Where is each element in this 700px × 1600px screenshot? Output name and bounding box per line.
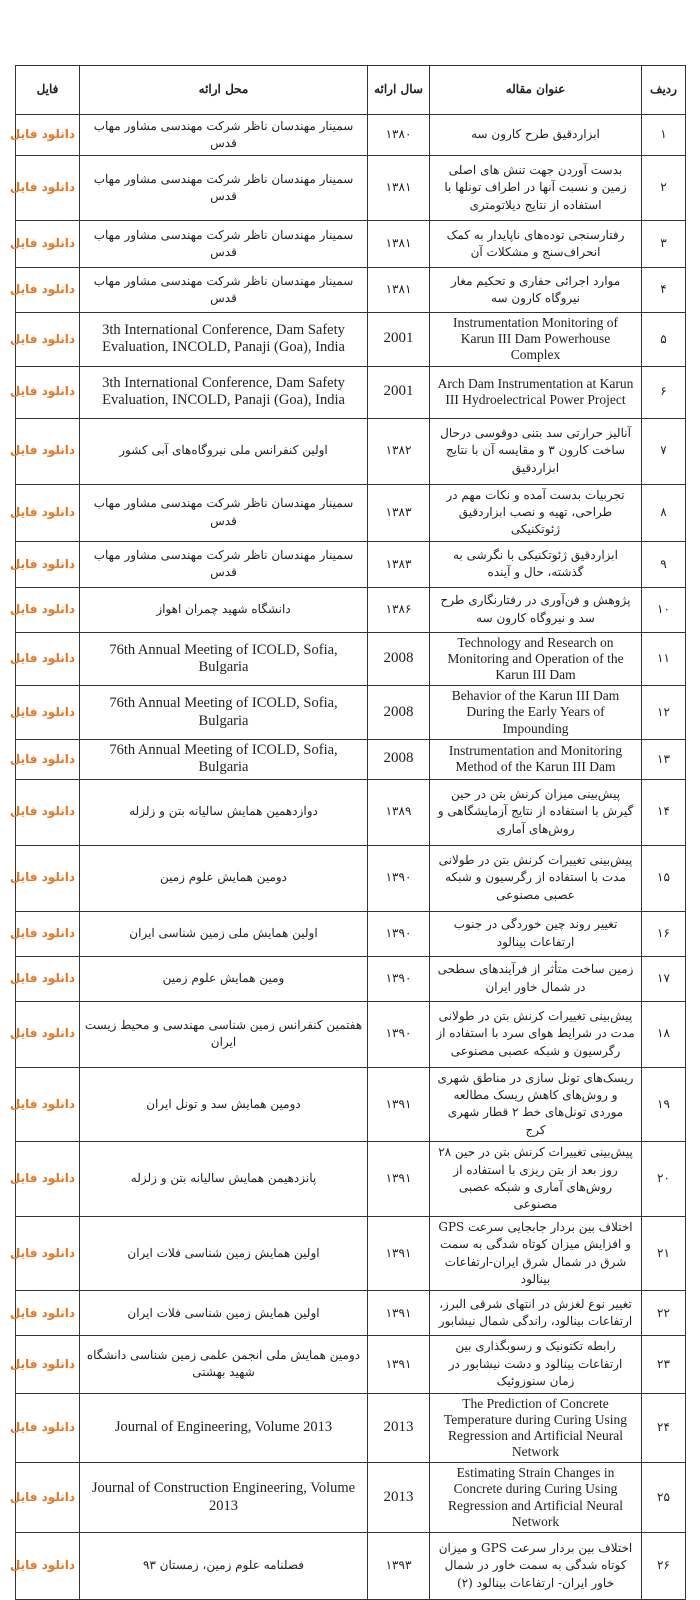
row-number: ۹: [642, 541, 686, 587]
file-cell: [9, 115, 80, 156]
paper-year: ۱۳۸۶: [368, 587, 430, 632]
paper-year: ۱۳۸۳: [368, 541, 430, 587]
table-row: [16, 587, 686, 632]
row-number: ۲۲: [642, 1291, 686, 1336]
paper-venue: 76th Annual Meeting of ICOLD, Sofia, Bulgaria: [80, 739, 368, 779]
download-file-link[interactable]: دانلود فایل: [9, 1489, 75, 1504]
row-number: ۱۵: [642, 845, 686, 911]
paper-venue: 3th International Conference, Dam Safety Evaluation, INCOLD, Panaji (Goa), India: [80, 366, 368, 418]
paper-title: رابطه تکتونیک و رسوبگذاری بین ارتفاعات بینالود و دشت نیشابور در زمان سنوزوئیک: [430, 1336, 642, 1393]
paper-title: تغییر روند چین خوردگی در جنوب ارتفاعات بینالود: [430, 911, 642, 956]
table-row: [16, 156, 686, 221]
table-row: [16, 739, 686, 779]
paper-venue: اولین همایش زمین شناسی فلات ایران: [80, 1216, 368, 1291]
row-number: ۱: [642, 115, 686, 156]
paper-venue: سمینار مهندسان ناظر شرکت مهندسی مشاور مهاب قدس: [80, 221, 368, 268]
paper-venue: Journal of Construction Engineering, Volume 2013: [80, 1463, 368, 1533]
paper-title: ریسک‌های تونل سازی در مناطق شهری و روش‌های کاهش ریسک مطالعه موردی تونل‌های خط ۲ قطار شهری کرج: [430, 1067, 642, 1142]
paper-venue: سمینار مهندسان ناظر شرکت مهندسی مشاور مهاب قدس: [80, 156, 368, 221]
papers-table-container: [9, 65, 685, 1600]
table-row: [16, 1142, 686, 1217]
paper-year: ۱۳۹۰: [368, 1001, 430, 1067]
file-cell: [9, 1533, 80, 1600]
paper-title: Estimating Strain Changes in Concrete during Curing Using Regression and Artificial Neural Network: [430, 1463, 642, 1533]
paper-venue: پانزدهیمن همایش سالیانه بتن و زلزله: [80, 1142, 368, 1217]
paper-title: اختلاف بین بردار جابجایی سرعت GPS و افزایش میزان کوتاه شدگی به سمت شرق در شمال شرق ایران-ارتفاعات بینالود: [430, 1216, 642, 1291]
paper-year: ۱۳۸۱: [368, 221, 430, 268]
table-row: [16, 632, 686, 686]
row-number: ۱۱: [642, 632, 686, 686]
file-cell: [9, 418, 80, 484]
download-file-link[interactable]: دانلود فایل: [9, 443, 75, 458]
table-body: [9, 115, 686, 1600]
paper-year: 2008: [368, 632, 430, 686]
table-row: [16, 911, 686, 956]
download-file-link[interactable]: دانلود فایل: [9, 180, 75, 195]
table-row: [16, 484, 686, 541]
header-file: فایل: [16, 66, 80, 115]
download-file-link[interactable]: دانلود فایل: [9, 804, 75, 819]
table-row: [16, 1067, 686, 1142]
paper-year: ۱۳۹۱: [368, 1142, 430, 1217]
paper-venue: اولین همایش زمین شناسی فلات ایران: [80, 1291, 368, 1336]
paper-year: ۱۳۸۲: [368, 418, 430, 484]
paper-title: موارد اجرائی حفاری و تحکیم مغار نیروگاه کارون سه: [430, 268, 642, 313]
table-row: [16, 115, 686, 156]
row-number: ۷: [642, 418, 686, 484]
download-file-link[interactable]: دانلود فایل: [9, 602, 75, 617]
file-cell: [9, 1463, 80, 1533]
paper-year: ۱۳۹۱: [368, 1216, 430, 1291]
file-cell: [9, 484, 80, 541]
download-file-link[interactable]: دانلود فایل: [9, 704, 75, 719]
paper-year: ۱۳۸۹: [368, 779, 430, 845]
row-number: ۶: [642, 366, 686, 418]
row-number: ۱۰: [642, 587, 686, 632]
paper-title: ابزاردقیق ژئوتکنیکی با نگرشی به گذشته، حال و آینده: [430, 541, 642, 587]
paper-title: تجربیات بدست آمده و نکات مهم در طراحی، تهیه و نصب ابزاردقیق ژئوتکنیکی: [430, 484, 642, 541]
paper-title: آنالیز حرارتی سد بتنی دوقوسی درحال ساخت کارون ۳ و مقایسه آن با نتایج ابزاردقیق: [430, 418, 642, 484]
row-number: ۱۴: [642, 779, 686, 845]
file-cell: [9, 1216, 80, 1291]
file-cell: [9, 366, 80, 418]
table-row: [16, 541, 686, 587]
paper-year: 2008: [368, 739, 430, 779]
header-row-no: ردیف: [642, 66, 686, 115]
table-row: [16, 366, 686, 418]
row-number: ۲۱: [642, 1216, 686, 1291]
download-file-link[interactable]: دانلود فایل: [9, 236, 75, 251]
file-cell: [9, 1067, 80, 1142]
paper-title: Arch Dam Instrumentation at Karun III Hydroelectrical Power Project: [430, 366, 642, 418]
download-file-link[interactable]: دانلود فایل: [9, 1096, 75, 1111]
table-row: [16, 1001, 686, 1067]
file-cell: [9, 1336, 80, 1393]
paper-title: Instrumentation and Monitoring Method of the Karun III Dam: [430, 739, 642, 779]
paper-year: ۱۳۹۱: [368, 1336, 430, 1393]
file-cell: [9, 1393, 80, 1463]
file-cell: [9, 956, 80, 1001]
table-row: [16, 1336, 686, 1393]
row-number: ۱۶: [642, 911, 686, 956]
file-cell: [9, 779, 80, 845]
table-row: [16, 418, 686, 484]
download-file-link[interactable]: دانلود فایل: [9, 651, 75, 666]
file-cell: [9, 686, 80, 740]
paper-year: ۱۳۹۳: [368, 1533, 430, 1600]
table-row: [16, 268, 686, 313]
row-number: ۳: [642, 221, 686, 268]
header-venue: محل ارائه: [80, 66, 368, 115]
header-year: سال ارائه: [368, 66, 430, 115]
table-row: [16, 313, 686, 367]
paper-title: زمین ساخت متأثر از فرآیندهای سطحی در شمال خاور ایران: [430, 956, 642, 1001]
table-row: [16, 779, 686, 845]
download-file-link[interactable]: دانلود فایل: [9, 1420, 75, 1435]
row-number: ۲۳: [642, 1336, 686, 1393]
paper-title: تغییر نوع لغزش در انتهای شرقی البرز، ارتفاعات بینالود، راندگی شمال نیشابور: [430, 1291, 642, 1336]
paper-title: پیش‌بینی میزان کرنش بتن در حین گیرش با استفاده از نتایج آزمایشگاهی و روش‌های آماری: [430, 779, 642, 845]
download-file-link[interactable]: دانلود فایل: [9, 1026, 75, 1041]
file-cell: [9, 156, 80, 221]
download-file-link[interactable]: دانلود فایل: [9, 1171, 75, 1186]
paper-year: ۱۳۹۰: [368, 911, 430, 956]
paper-venue: فصلنامه علوم زمین، زمستان ۹۳: [80, 1533, 368, 1600]
file-cell: [9, 221, 80, 268]
paper-venue: دومین همایش ملی انجمن علمی زمین شناسی دانشگاه شهید بهشتی: [80, 1336, 368, 1393]
download-file-link[interactable]: دانلود فایل: [9, 1305, 75, 1320]
paper-year: 2013: [368, 1463, 430, 1533]
file-cell: [9, 739, 80, 779]
paper-year: 2001: [368, 313, 430, 367]
download-file-link[interactable]: دانلود فایل: [9, 556, 75, 571]
download-file-link[interactable]: دانلود فایل: [9, 970, 75, 985]
table-header-row: [16, 66, 686, 115]
row-number: ۲۵: [642, 1463, 686, 1533]
table-row: [16, 1393, 686, 1463]
paper-venue: سمینار مهندسان ناظر شرکت مهندسی مشاور مهاب قدس: [80, 268, 368, 313]
table-row: [16, 1291, 686, 1336]
download-file-link[interactable]: دانلود فایل: [9, 751, 75, 766]
paper-venue: اولین کنفرانس ملی نیروگاه‌های آبی کشور: [80, 418, 368, 484]
row-number: ۵: [642, 313, 686, 367]
paper-venue: سمینار مهندسان ناظر شرکت مهندسی مشاور مهاب قدس: [80, 541, 368, 587]
papers-table: [9, 65, 686, 1600]
row-number: ۴: [642, 268, 686, 313]
download-file-link[interactable]: دانلود فایل: [9, 127, 75, 142]
paper-year: ۱۳۸۰: [368, 115, 430, 156]
paper-venue: اولین همایش ملی زمین شناسی ایران: [80, 911, 368, 956]
paper-venue: 76th Annual Meeting of ICOLD, Sofia, Bulgaria: [80, 686, 368, 740]
paper-venue: دومین همایش علوم زمین: [80, 845, 368, 911]
paper-year: ۱۳۸۳: [368, 484, 430, 541]
paper-title: پژوهش و فن‌آوری در رفتارنگاری طرح سد و نیروگاه کارون سه: [430, 587, 642, 632]
row-number: ۱۷: [642, 956, 686, 1001]
paper-title: پیش‌بینی تغییرات کرنش بتن در طولانی مدت با استفاده از رگرسیون و شبکه عصبی مصنوعی: [430, 845, 642, 911]
file-cell: [9, 1001, 80, 1067]
table-row: [16, 221, 686, 268]
paper-venue: دانشگاه شهید چمران اهواز: [80, 587, 368, 632]
row-number: ۲: [642, 156, 686, 221]
paper-year: ۱۳۸۱: [368, 156, 430, 221]
file-cell: [9, 1142, 80, 1217]
paper-year: 2013: [368, 1393, 430, 1463]
paper-year: ۱۳۸۱: [368, 268, 430, 313]
paper-title: Behavior of the Karun III Dam During the Early Years of Impounding: [430, 686, 642, 740]
download-file-link[interactable]: دانلود فایل: [9, 1356, 75, 1371]
paper-venue: 76th Annual Meeting of ICOLD, Sofia, Bulgaria: [80, 632, 368, 686]
table-row: [16, 845, 686, 911]
file-cell: [9, 541, 80, 587]
paper-title: The Prediction of Concrete Temperature during Curing Using Regression and Artificial Neural Network: [430, 1393, 642, 1463]
file-cell: [9, 1291, 80, 1336]
file-cell: [9, 632, 80, 686]
paper-venue: Journal of Engineering, Volume 2013: [80, 1393, 368, 1463]
paper-venue: سمینار مهندسان ناظر شرکت مهندسی مشاور مهاب قدس: [80, 484, 368, 541]
download-file-link[interactable]: دانلود فایل: [9, 1245, 75, 1260]
paper-venue: 3th International Conference, Dam Safety Evaluation, INCOLD, Panaji (Goa), India: [80, 313, 368, 367]
row-number: ۱۸: [642, 1001, 686, 1067]
file-cell: [9, 313, 80, 367]
paper-title: رفتارسنجی توده‌های ناپایدار به کمک انحراف‌سنج و مشکلات آن: [430, 221, 642, 268]
row-number: ۱۳: [642, 739, 686, 779]
download-file-link[interactable]: دانلود فایل: [9, 331, 75, 346]
download-file-link[interactable]: دانلود فایل: [9, 504, 75, 519]
paper-year: ۱۳۹۱: [368, 1067, 430, 1142]
paper-year: 2008: [368, 686, 430, 740]
row-number: ۲۶: [642, 1533, 686, 1600]
file-cell: [9, 911, 80, 956]
paper-venue: دوازدهمین همایش سالیانه بتن و زلزله: [80, 779, 368, 845]
file-cell: [9, 845, 80, 911]
paper-title: اختلاف بین بردار سرعت GPS و میزان کوتاه شدگی به سمت خاور در شمال خاور ایران- ارتفاعات بینالود (۲): [430, 1533, 642, 1600]
paper-venue: دومین همایش سد و تونل ایران: [80, 1067, 368, 1142]
file-cell: [9, 587, 80, 632]
table-row: [16, 956, 686, 1001]
download-file-link[interactable]: دانلود فایل: [9, 870, 75, 885]
table-row: [16, 1216, 686, 1291]
download-file-link[interactable]: دانلود فایل: [9, 384, 75, 399]
paper-title: ابزاردقیق طرح کارون سه: [430, 115, 642, 156]
row-number: ۱۹: [642, 1067, 686, 1142]
row-number: ۱۲: [642, 686, 686, 740]
download-file-link[interactable]: دانلود فایل: [9, 282, 75, 297]
paper-title: پیش‌بینی تغییرات کرنش بتن در طولانی مدت در شرایط هوای سرد با استفاده از رگرسیون و شبکه عصبی مصنوعی: [430, 1001, 642, 1067]
row-number: ۲۰: [642, 1142, 686, 1217]
paper-title: Technology and Research on Monitoring and Operation of the Karun III Dam: [430, 632, 642, 686]
paper-year: 2001: [368, 366, 430, 418]
paper-venue: ومین همایش علوم زمین: [80, 956, 368, 1001]
table-row: [16, 1533, 686, 1600]
table-row: [16, 686, 686, 740]
download-file-link[interactable]: دانلود فایل: [9, 1558, 75, 1573]
paper-title: Instrumentation Monitoring of Karun III Dam Powerhouse Complex: [430, 313, 642, 367]
paper-year: ۱۳۹۰: [368, 956, 430, 1001]
paper-venue: هفتمین کنفرانس زمین شناسی مهندسی و محیط زیست ایران: [80, 1001, 368, 1067]
file-cell: [9, 268, 80, 313]
paper-venue: سمینار مهندسان ناظر شرکت مهندسی مشاور مهاب قدس: [80, 115, 368, 156]
row-number: ۲۴: [642, 1393, 686, 1463]
table-row: [16, 1463, 686, 1533]
paper-title: پیش‌بینی تغییرات کرنش بتن در حین ۲۸ روز بعد از بتن ریزی با استفاده از روش‌های آماری و شبکه عصبی مصنوعی: [430, 1142, 642, 1217]
header-title: عنوان مقاله: [430, 66, 642, 115]
download-file-link[interactable]: دانلود فایل: [9, 925, 75, 940]
paper-year: ۱۳۹۱: [368, 1291, 430, 1336]
paper-title: بدست آوردن جهت تنش های اصلی زمین و نسبت آنها در اطراف تونلها با استفاده از نتایج دیلاتومتری: [430, 156, 642, 221]
row-number: ۸: [642, 484, 686, 541]
paper-year: ۱۳۹۰: [368, 845, 430, 911]
